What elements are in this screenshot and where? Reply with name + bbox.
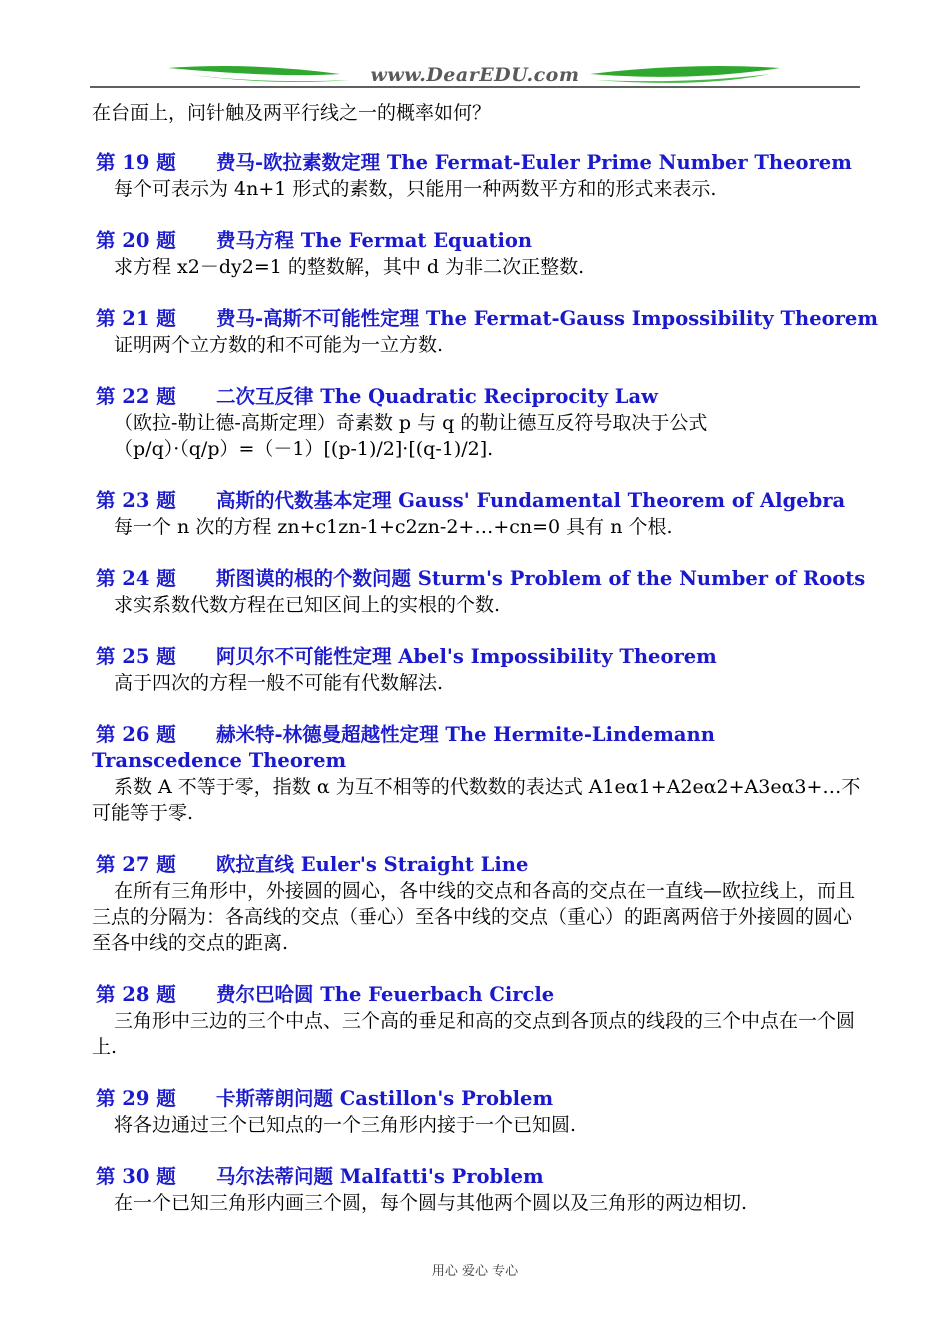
- problem-title-text: 费马方程 The Fermat Equation: [216, 229, 533, 252]
- problem-number: 第 21 题: [96, 307, 176, 330]
- problem-title-text: 二次互反律 The Quadratic Reciprocity Law: [216, 385, 658, 408]
- problem-title-text: 卡斯蒂朗问题 Castillon's Problem: [216, 1087, 554, 1110]
- problem-title-text: 费马-欧拉素数定理 The Fermat-Euler Prime Number Theorem: [216, 151, 852, 174]
- problem-body-line: 每一个 n 次的方程 zn+c1zn-1+c2zn-2+…+cn=0 具有 n 个根.: [114, 516, 673, 538]
- problem-body: [92, 1112, 862, 1138]
- problem-title: [92, 644, 862, 670]
- problem-title-text: 欧拉直线 Euler's Straight Line: [216, 853, 529, 876]
- problem-body-line: 求实系数代数方程在已知区间上的实根的个数.: [114, 594, 501, 616]
- problem-number: 第 25 题: [96, 645, 176, 668]
- problem-body: [92, 514, 862, 540]
- problem-title-text: 马尔法蒂问题 Malfatti's Problem: [216, 1165, 544, 1188]
- problem-number: 第 19 题: [96, 151, 176, 174]
- page-footer: 用心 爱心 专心: [431, 1264, 519, 1279]
- problem-body-line: 证明两个立方数的和不可能为一立方数.: [114, 334, 444, 356]
- problem-item: [92, 1164, 862, 1216]
- problem-number: 第 22 题: [96, 385, 176, 408]
- problem-body: [92, 410, 862, 462]
- problem-title-text: 斯图谟的根的个数问题 Sturm's Problem of the Number of Roots: [216, 567, 866, 590]
- problem-item: [92, 306, 878, 358]
- problem-number: 第 30 题: [96, 1165, 176, 1188]
- problem-item: [92, 488, 862, 540]
- problem-item: [92, 228, 862, 280]
- problem-body-line: 在一个已知三角形内画三个圆，每个圆与其他两个圆以及三角形的两边相切.: [114, 1192, 748, 1214]
- problem-title-text: 高斯的代数基本定理 Gauss' Fundamental Theorem of Algebra: [216, 489, 846, 512]
- problem-item: [92, 566, 866, 618]
- problem-item: [92, 1086, 862, 1138]
- problem-body-line: 将各边通过三个已知点的一个三角形内接于一个已知圆.: [114, 1114, 577, 1136]
- intro-text: 在台面上，问针触及两平行线之一的概率如何？: [92, 102, 492, 124]
- problem-title: [92, 852, 862, 878]
- problem-body-line: 三角形中三边的三个中点、三个高的垂足和高的交点到各顶点的线段的三个中点在一个圆上.: [92, 1010, 856, 1058]
- problem-body: [92, 774, 862, 826]
- problem-title: [92, 150, 862, 176]
- problem-number: 第 20 题: [96, 229, 176, 252]
- problem-title-text: 赫米特-林德曼超越性定理 The Hermite-Lindemann Transcedence Theorem: [92, 723, 715, 772]
- problem-body-line: 求方程 x2－dy2=1 的整数解，其中 d 为非二次正整数.: [114, 256, 585, 278]
- problem-title-text: 费尔巴哈圆 The Feuerbach Circle: [216, 983, 555, 1006]
- problem-body-line: 系数 A 不等于零，指数 α 为互不相等的代数数的表达式 A1eα1+A2eα2+A3eα3+…不可能等于零.: [92, 776, 861, 824]
- problem-body: [92, 254, 862, 280]
- problem-body-line: （欧拉-勒让德-高斯定理）奇素数 p 与 q 的勒让德互反符号取决于公式: [114, 412, 708, 434]
- problem-number: 第 28 题: [96, 983, 176, 1006]
- problem-body: [92, 332, 862, 358]
- problem-body-line: 每个可表示为 4n+1 形式的素数，只能用一种两数平方和的形式来表示.: [114, 178, 717, 200]
- problem-title: [92, 228, 862, 254]
- page-header: [90, 60, 860, 90]
- problem-item: [92, 384, 862, 462]
- problem-title-text: 阿贝尔不可能性定理 Abel's Impossibility Theorem: [216, 645, 717, 668]
- problem-title: [92, 722, 862, 774]
- problem-body: [92, 176, 862, 202]
- problem-title: [92, 1164, 862, 1190]
- problem-body-line: 高于四次的方程一般不可能有代数解法.: [114, 672, 444, 694]
- problem-item: [92, 644, 862, 696]
- problem-number: 第 26 题: [96, 723, 176, 746]
- problem-body: [92, 1190, 862, 1216]
- problem-number: 第 29 题: [96, 1087, 176, 1110]
- problem-body: [92, 878, 862, 956]
- problem-item: [92, 722, 862, 826]
- problem-title: [92, 306, 878, 332]
- problem-number: 第 24 题: [96, 567, 176, 590]
- problem-list: [92, 150, 878, 1242]
- problem-title: [92, 566, 866, 592]
- problem-number: 第 27 题: [96, 853, 176, 876]
- problem-body: [92, 670, 862, 696]
- problem-title: [92, 1086, 862, 1112]
- problem-body: [92, 592, 862, 618]
- problem-number: 第 23 题: [96, 489, 176, 512]
- problem-title: [92, 384, 862, 410]
- problem-title: [92, 982, 862, 1008]
- problem-body: [92, 1008, 862, 1060]
- problem-item: [92, 852, 862, 956]
- problem-item: [92, 982, 862, 1060]
- problem-item: [92, 150, 862, 202]
- problem-title-text: 费马-高斯不可能性定理 The Fermat-Gauss Impossibility Theorem: [216, 307, 878, 330]
- problem-body-line: 在所有三角形中，外接圆的圆心，各中线的交点和各高的交点在一直线—欧拉线上，而且三点的分隔为：各高线的交点（垂心）至各中线的交点（重心）的距离两倍于外接圆的圆心至各中线的交点的距离.: [92, 880, 856, 954]
- site-logo[interactable]: www.DearEDU.com: [370, 64, 580, 86]
- problem-title: [92, 488, 862, 514]
- problem-body-line: （p/q）·（q/p）=（－1）[(p-1)/2]·[(q-1)/2].: [114, 438, 494, 460]
